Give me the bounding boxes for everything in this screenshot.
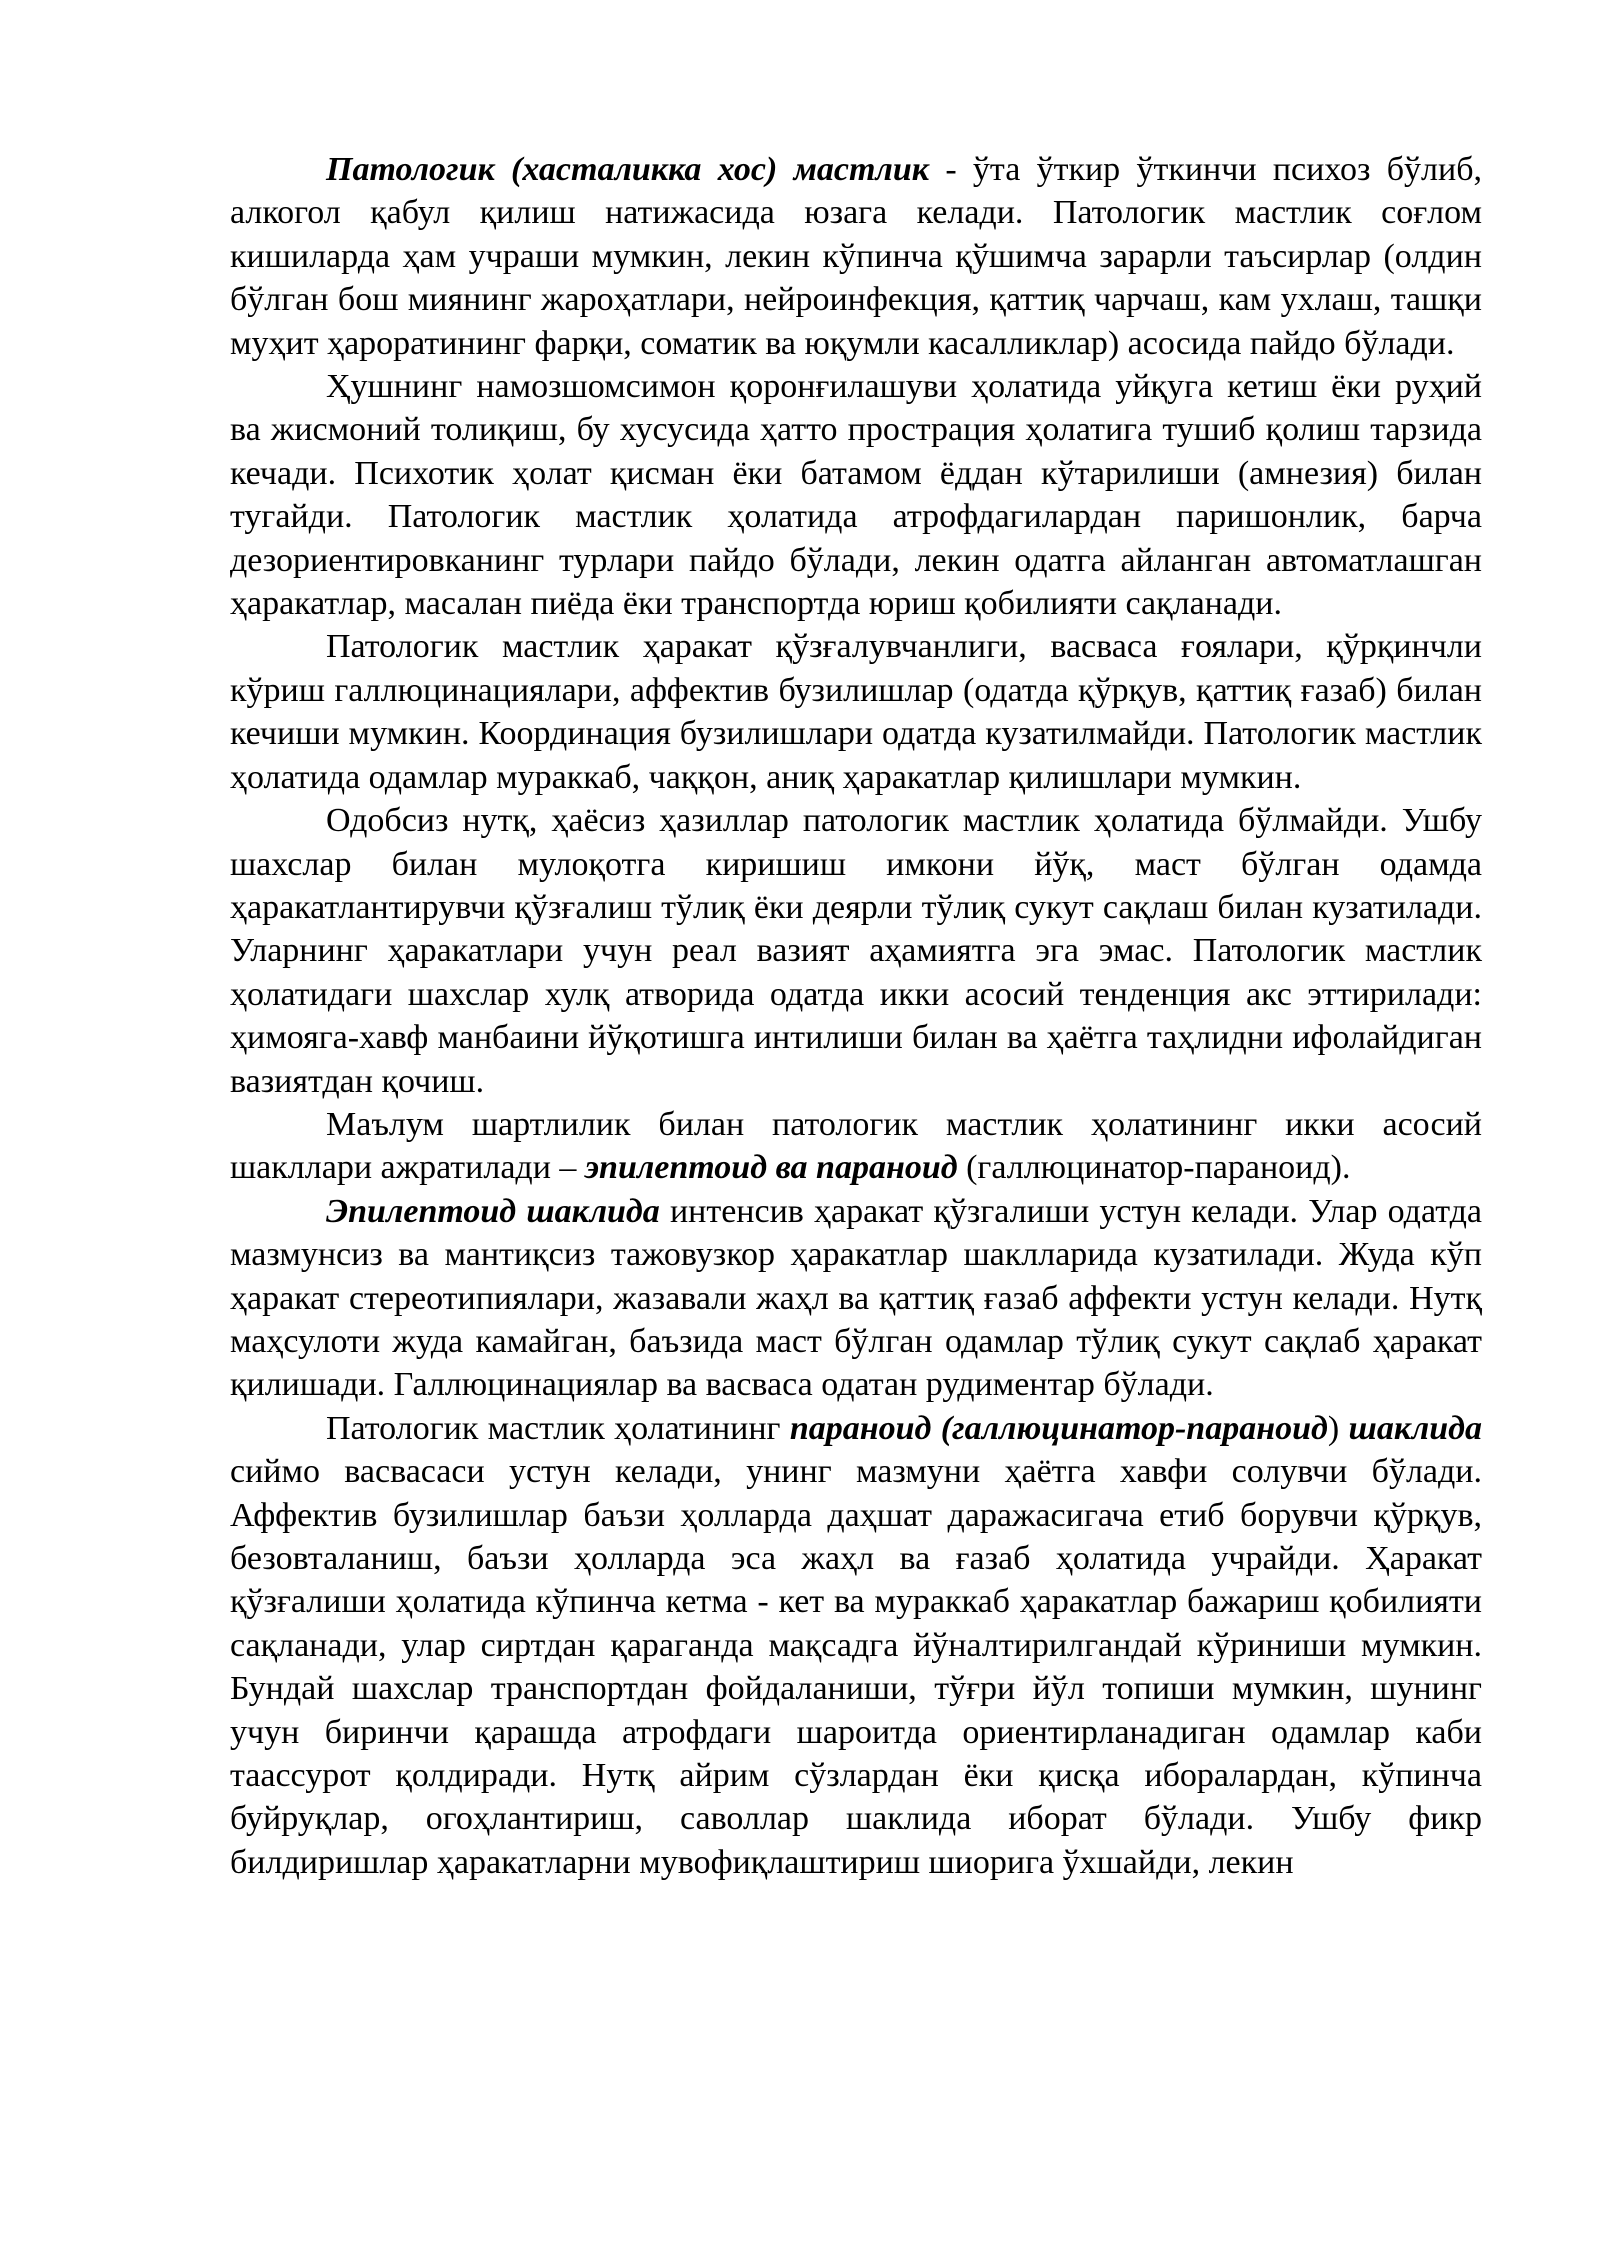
paragraph-5-before: Маълум шартлилик билан патологик мастлик ҳолатининг икки асосий шакллари ажратилади –	[230, 1105, 1482, 1187]
paragraph-1	[230, 148, 1482, 365]
term-paranoid: параноид (галлюцинатор-параноид	[789, 1409, 1328, 1447]
term-form: шаклида	[1348, 1409, 1482, 1447]
term-epileptoid-form: Эпилептоид шаклида	[326, 1192, 660, 1230]
paragraph-4-text: Одобсиз нутқ, ҳаёсиз ҳазиллар патологик мастлик ҳолатида бўлмайди. Ушбу шахслар билан мулоқотга киришиш имкони йўқ, маст бўлган одамда ҳаракатлантирувчи қўзғалиш тўлиқ ёки деярли тўлиқ сукут сақлаш билан кузатилади. Уларнинг ҳаракатлари учун реал вазият аҳамиятга эга эмас. Патологик мастлик ҳолатидаги шахслар хулқ атворида одатда икки асосий тенденция акс эттирилади: ҳимояга-хавф манбаини йўқотишга интилиши билан ва ҳаётга таҳлидни ифолайдиган вазиятдан қочиш.	[230, 802, 1482, 1100]
paragraph-3-text: Патологик мастлик ҳаракат қўзғалувчанлиги, васваса ғоялари, қўрқинчли кўриш галлюцинациялари, аффектив бузилишлар (одатда қўрқув, қаттиқ ғазаб) билан кечиши мумкин. Координация бузилишлари одатда кузатилмайди. Патологик мастлик ҳолатида одамлар мураккаб, чаққон, аниқ ҳаракатлар қилишлари мумкин.	[230, 628, 1482, 796]
paragraph-2-text: Ҳушнинг намозшомсимон қоронғилашуви ҳолатида уйқуга кетиш ёки руҳий ва жисмоний толиқиш, бу хусусида ҳатто прострация ҳолатига тушиб қолиш тарзида кечади. Психотик ҳолат қисман ёки батамом ёддан кўтарилиши (амнезия) билан тугайди. Патологик мастлик ҳолатида атрофдагилардан паришонлик, барча дезориентировканинг турлари пайдо бўлади, лекин одатга айланган автоматлашган ҳаракатлар, масалан пиёда ёки транспортда юриш қобилияти сақланади.	[230, 368, 1482, 623]
paragraph-5	[230, 1103, 1482, 1190]
paragraph-6	[230, 1190, 1482, 1407]
paragraph-1-text: - ўта ўткир ўткинчи психоз бўлиб, алкогол қабул қилиш натижасида юзага келади. Патологик мастлик соғлом кишиларда ҳам учраши мумкин, лекин кўпинча қўшимча зарарли таъсирлар (олдин бўлган бош миянинг жароҳатлари, нейроинфекция, қаттиқ чарчаш, кам ухлаш, ташқи муҳит ҳароратининг фарқи, соматик ва юқумли касалликлар) асосида пайдо бўлади.	[230, 151, 1482, 362]
paragraph-6-text: интенсив ҳаракат қўзгалиши устун келади. Улар одатда мазмунсиз ва мантиқсиз тажовузкор ҳаракатлар шаклларида кузатилади. Жуда кўп ҳаракат стереотипиялари, жазавали жаҳл ва қаттиқ ғазаб аффекти устун келади. Нутқ маҳсулоти жуда камайган, баъзида маст бўлган одамлар тўлиқ сукут сақлаб ҳаракат қилишади. Галлюцинациялар ва васваса одатан рудиментар бўлади.	[230, 1192, 1482, 1404]
paragraph-5-after: (галлюцинатор-параноид).	[957, 1149, 1351, 1187]
paragraph-4	[230, 799, 1482, 1103]
paragraph-7-paren: )	[1327, 1409, 1340, 1447]
term-epileptoid-paranoid: эпилептоид ва параноид	[584, 1149, 958, 1187]
paragraph-7	[230, 1407, 1482, 1884]
document-body	[230, 148, 1482, 1884]
paragraph-3	[230, 625, 1482, 799]
term-pathological-intoxication: Патологик (хасталикка хос) мастлик	[326, 151, 930, 188]
paragraph-2	[230, 365, 1482, 625]
paragraph-7-text: сиймо васвасаси устун келади, унинг мазмуни ҳаётга хавфи солувчи бўлади. Аффектив бузилишлар баъзи ҳолларда даҳшат даражасигача етиб борувчи қўрқув, безовталаниш, баъзи ҳолларда эса жаҳл ва ғазаб ҳолатида учрайди. Ҳаракат қўзғалиши ҳолатида кўпинча кетма - кет ва мураккаб ҳаракатлар бажариш қобилияти сақланади, улар сиртдан қараганда мақсадга йўналтирилгандай кўриниши мумкин. Бундай шахслар транспортдан фойдаланиши, тўғри йўл топиши мумкин, шунинг учун биринчи қарашда атрофдаги шароитда ориентирланадиган одамлар каби таассурот қолдиради. Нутқ айрим сўзлардан ёки қисқа иборалардан, кўпинча буйруқлар, огоҳлантириш, саволлар шаклида иборат бўлади. Ушбу фикр билдиришлар ҳаракатларни мувофиқлаштириш шиорига ўхшайди, лекин	[230, 1453, 1482, 1881]
paragraph-7-before: Патологик мастлик ҳолатининг	[326, 1409, 790, 1447]
